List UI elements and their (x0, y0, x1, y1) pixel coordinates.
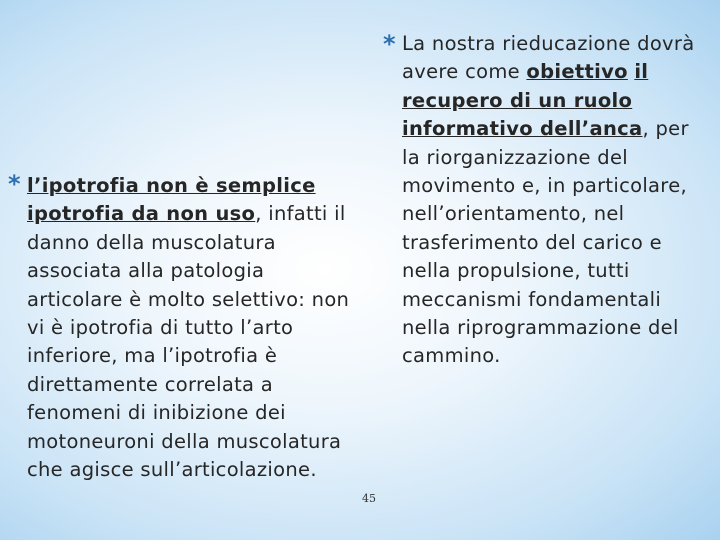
left-emphasis-2: ipotrofia da non uso (27, 202, 256, 226)
left-emphasis-1: l’ipotrofia non è semplice (27, 174, 316, 197)
right-body-text: , per la riorganizzazione del movimento e, in particolare, nell’orientamento, nel trasferimento del carico e nella propulsione, tutti meccanismi fondamentali nella riprogrammazione del cammino. (402, 117, 689, 368)
bullet-marker: * (383, 30, 396, 58)
right-bullet-block (383, 30, 713, 371)
right-bullet-text (383, 30, 713, 371)
left-bullet-block (8, 172, 363, 484)
right-lead-text: La nostra rieducazione dovrà avere come (402, 32, 695, 84)
right-emphasis-1: obiettivo (526, 60, 628, 84)
right-emphasis-2: il recupero di un ruolo informativo dell’anca (402, 60, 649, 141)
page-number: 45 (362, 492, 376, 505)
bullet-marker: * (8, 170, 21, 198)
left-bullet-text (8, 172, 363, 484)
left-body-text: , infatti il danno della muscolatura associata alla patologia articolare è molto selettivo: non vi è ipotrofia di tutto l’arto inferiore, ma l’ipotrofia è direttamente correlata a fenomeni di inibizione dei motoneuroni della muscolatura che agisce sull’articolazione. (27, 202, 350, 482)
